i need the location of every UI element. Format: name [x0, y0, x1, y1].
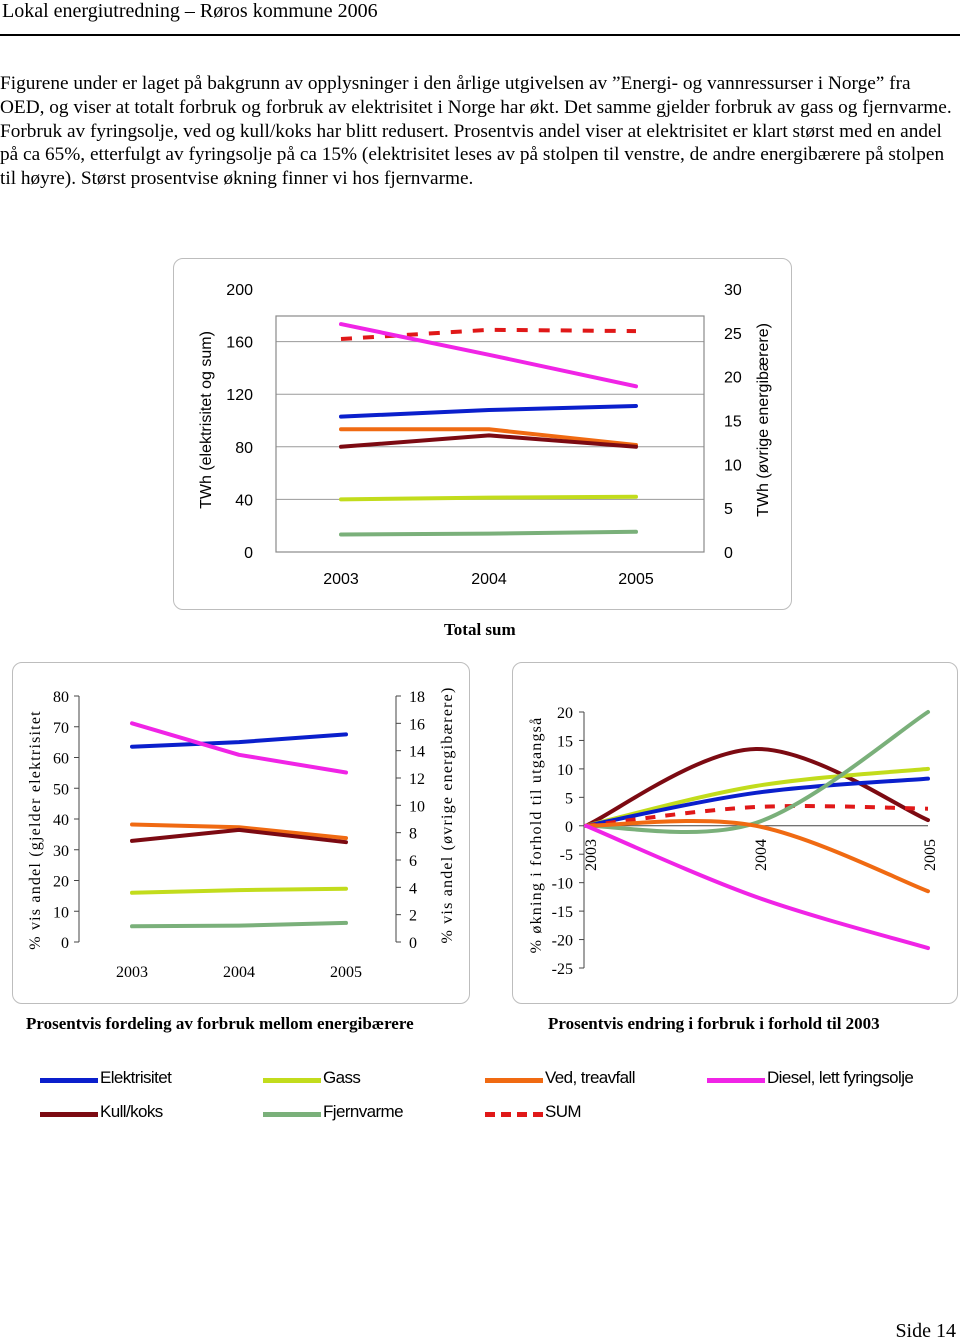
y-tick-label: 0	[61, 935, 69, 952]
y2-tick-label: 15	[724, 413, 742, 431]
x-tick-label: 2004	[753, 839, 770, 871]
x-tick-label: 2003	[583, 839, 600, 871]
legend-swatch-ved	[485, 1078, 543, 1083]
y-tick-label: 160	[226, 334, 253, 352]
legend-label-sum: SUM	[545, 1102, 581, 1121]
legend-label-diesel: Diesel, lett fyringsolje	[767, 1068, 914, 1087]
chart-total-sum-title: Total sum	[444, 620, 516, 639]
y-tick-label: 70	[53, 719, 69, 737]
y2-axis-title: TWh (øvrige energibærere)	[755, 323, 772, 517]
page-number: Side 14	[895, 1320, 956, 1342]
x-tick-label: 2003	[323, 571, 359, 588]
y-tick-label: 15	[557, 733, 573, 751]
legend-label-fjernvarme: Fjernvarme	[323, 1102, 403, 1121]
x-tick-label: 2004	[471, 571, 507, 588]
y2-axis-title: % vis andel (øvrige energibærere)	[439, 686, 456, 944]
y2-tick-label: 25	[724, 325, 742, 343]
y2-tick-label: 4	[409, 880, 417, 898]
x-tick-label: 2004	[223, 964, 255, 981]
y-tick-label: 10	[557, 761, 573, 779]
y-axis-title: % økning i forhold til utgangså	[528, 716, 545, 954]
y2-tick-label: 5	[724, 501, 733, 519]
legend-swatch-kull	[40, 1112, 98, 1117]
legend-label-gass: Gass	[323, 1068, 361, 1087]
y-tick-label: 50	[53, 781, 69, 799]
legend-swatch-fjernvarme	[263, 1112, 321, 1117]
y-axis-title: TWh (elektrisitet og sum)	[198, 331, 215, 509]
x-tick-label: 2005	[330, 964, 362, 981]
y2-tick-label: 2	[409, 907, 417, 925]
y2-tick-label: 14	[409, 743, 425, 761]
intro-paragraph: Figurene under er laget på bakgrunn av opplysninger i den årlige utgivelsen av ”Energi- og vannressurser i Norge” fra OED, og viser at totalt forbruk og forbruk av elektrisitet i Norge har økt. Det samme gjelder forbruk av gass og fjernvarme. Forbruk av fyringsolje, ved og kull/koks har blitt redusert. Prosentvis andel viser at elektrisitet er klart størst med en andel på ca 65%, etterfulgt av fyringsolje på ca 15% (elektrisitet leses av på stolpen til venstre, de andre energibærere på stolpen til høyre). Størst prosentvise økning finner vi hos fjernvarme.	[0, 73, 952, 190]
legend-label-elektrisitet: Elektrisitet	[100, 1068, 172, 1087]
x-tick-label: 2003	[116, 964, 148, 981]
legend-label-kull: Kull/koks	[100, 1102, 163, 1121]
y2-tick-label: 0	[724, 545, 733, 562]
chart-change-title: Prosentvis endring i forbruk i forhold til 2003	[548, 1014, 880, 1033]
y-tick-label: -20	[551, 932, 573, 950]
y-tick-label: 0	[565, 818, 573, 836]
y-tick-label: 5	[565, 790, 573, 808]
y-tick-label: -15	[551, 904, 573, 922]
y-tick-label: 40	[53, 812, 69, 829]
y2-tick-label: 10	[409, 798, 425, 816]
y-tick-label: -25	[551, 961, 573, 978]
legend-swatch-diesel	[707, 1078, 765, 1083]
y-tick-label: 20	[53, 873, 69, 891]
y2-tick-label: 12	[409, 771, 425, 788]
y-tick-label: 40	[235, 492, 253, 510]
y-tick-label: 80	[235, 439, 253, 457]
y-axis-title: % vis andel (gjelder elektrisitet	[27, 710, 44, 950]
y-tick-label: 120	[226, 387, 253, 405]
y2-tick-label: 20	[724, 369, 742, 387]
y2-tick-label: 0	[409, 935, 417, 952]
y2-tick-label: 18	[409, 689, 425, 706]
legend-swatch-gass	[263, 1078, 321, 1083]
legend-swatch-sum	[485, 1112, 543, 1117]
y2-tick-label: 16	[409, 716, 425, 734]
y-tick-label: 80	[53, 689, 69, 706]
y2-tick-label: 10	[724, 457, 742, 475]
x-tick-label: 2005	[922, 839, 939, 871]
legend-swatch-elektrisitet	[40, 1078, 98, 1083]
y-tick-label: 10	[53, 904, 69, 922]
y-tick-label: 0	[244, 545, 253, 562]
y2-tick-label: 8	[409, 825, 417, 843]
document-title: Lokal energiutredning – Røros kommune 2006	[2, 0, 378, 22]
y2-tick-label: 30	[724, 282, 742, 299]
y-tick-label: 20	[557, 705, 573, 722]
y-tick-label: -10	[551, 875, 573, 893]
y-tick-label: 60	[53, 750, 69, 768]
x-tick-label: 2005	[618, 571, 654, 588]
legend-label-ved: Ved, treavfall	[545, 1068, 635, 1087]
y-tick-label: -5	[559, 847, 573, 865]
y-tick-label: 30	[53, 842, 69, 860]
y-tick-label: 200	[226, 282, 253, 299]
chart-share-title: Prosentvis fordeling av forbruk mellom energibærere	[26, 1014, 414, 1033]
y2-tick-label: 6	[409, 853, 417, 870]
